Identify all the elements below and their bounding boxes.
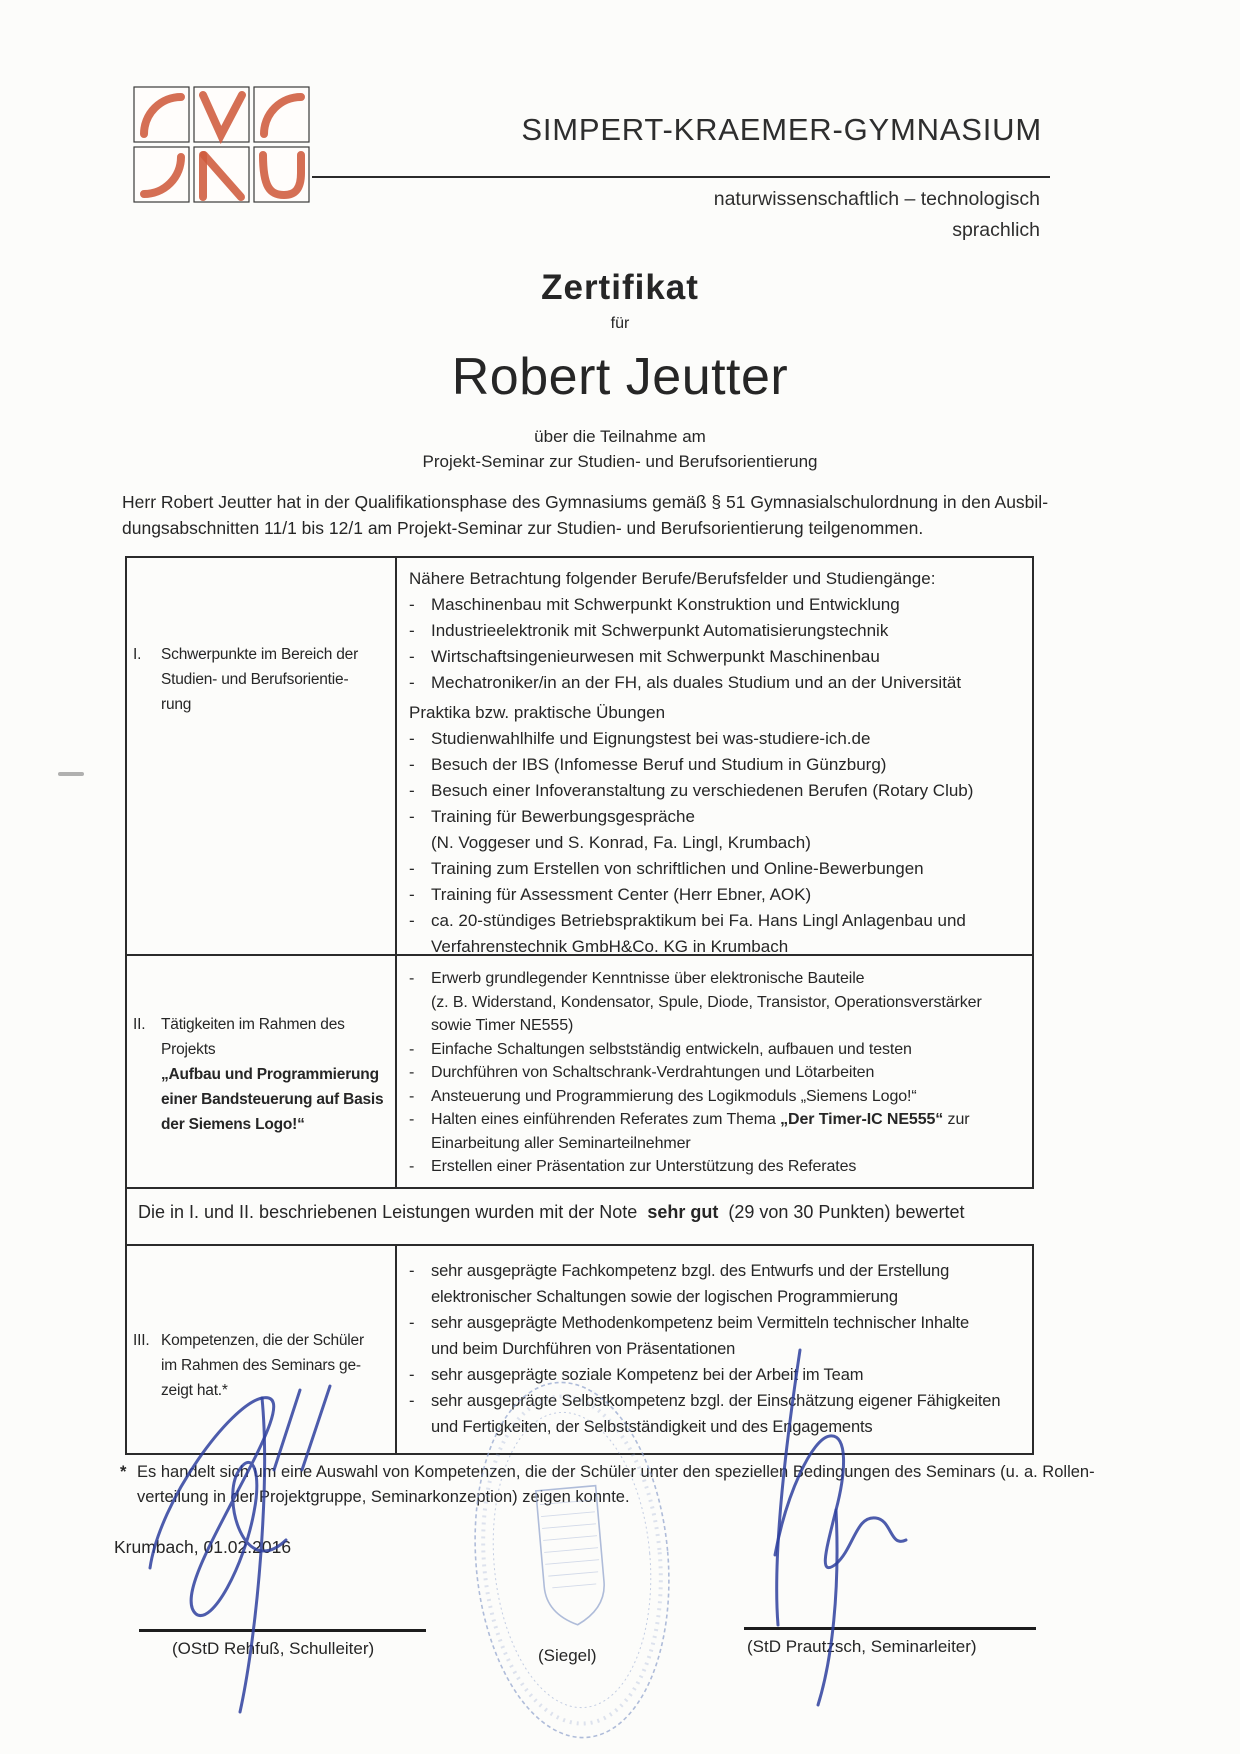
list-item (409, 670, 1026, 696)
list-item-text: Studienwahlhilfe und Eignungstest bei was-studiere-ich.de (431, 729, 871, 748)
list-item-dash: - (409, 859, 415, 878)
footnote-asterisk: * (120, 1463, 127, 1481)
list-item (409, 1310, 1026, 1362)
list-item (409, 1061, 1026, 1085)
section-2-label: Tätigkeiten im Rahmen des Projekts „Aufbau und Programmierung einer Bandsteuerung auf Basis der Siemens Logo!“ (161, 1016, 384, 1133)
school-logo (133, 86, 311, 211)
list-item-text: Einfache Schaltungen selbstständig entwickeln, aufbauen und testen (431, 1040, 912, 1058)
punch-hole-mark (58, 772, 84, 776)
list-item-text: sehr ausgeprägte Selbstkompetenz bzgl. der Einschätzung eigener Fähigkeiten und Fertigkeiten, der Selbstständigkeit und des Engagements (431, 1392, 1001, 1436)
list-item-text: Nähere Betrachtung folgender Berufe/Berufsfelder und Studiengänge: (409, 569, 936, 588)
list-item (409, 752, 1026, 778)
list-item (409, 1362, 1026, 1388)
list-item-text: (N. Voggeser und S. Konrad, Fa. Lingl, Krumbach) (431, 833, 811, 852)
footnote (120, 1460, 1136, 1510)
list-item-dash: - (409, 1314, 415, 1332)
section-1-label: Schwerpunkte im Bereich der Studien- und Berufsorientie- rung (161, 646, 359, 713)
list-item-dash: - (409, 647, 415, 666)
list-item-text: Durchführen von Schaltschrank-Verdrahtungen und Lötarbeiten (431, 1064, 875, 1081)
grade-row (125, 1189, 1034, 1244)
list-item (409, 618, 1026, 644)
list-item-text: Ansteuerung und Programmierung des Logikmoduls „Siemens Logo!“ (431, 1087, 917, 1105)
list-item-dash: - (409, 911, 415, 930)
school-subtitle-line2: sprachlich (952, 219, 1040, 241)
section-3-content (397, 1246, 1032, 1453)
list-item-indent (409, 830, 431, 856)
place-date: Krumbach, 01.02.2016 (114, 1537, 292, 1557)
section-2-content (397, 956, 1032, 1187)
list-item-dash: - (409, 970, 415, 987)
list-item (409, 566, 1026, 592)
list-item-dash: - (409, 885, 415, 904)
table-row-2 (125, 956, 1034, 1189)
list-item-text: Besuch einer Infoveranstaltung zu verschiedenen Berufen (Rotary Club) (431, 781, 974, 800)
signature-line-right (744, 1627, 1036, 1630)
list-item-text: sehr ausgeprägte Fachkompetenz bzgl. des Entwurfs und der Erstellung elektronischer Schaltungen sowie der logischen Programmierung (431, 1262, 950, 1306)
list-item-dash: - (409, 1366, 415, 1384)
list-item-dash: - (409, 1392, 415, 1410)
list-item (409, 644, 1026, 670)
list-item (409, 856, 1026, 882)
list-item-text: Training für Assessment Center (Herr Ebner, AOK) (431, 885, 812, 904)
list-item (409, 1155, 1026, 1179)
list-item (409, 967, 1026, 1038)
list-item-text: Wirtschaftsingenieurwesen mit Schwerpunkt Maschinenbau (431, 647, 880, 666)
section-1-label-cell (127, 558, 397, 954)
footnote-text: Es handelt sich um eine Auswahl von Kompetenzen, die der Schüler unter den speziellen Bedingungen des Seminars (u. a. Rollen- verteilung in der Projektgruppe, Seminarkonzeption) zeigen konnte. (137, 1463, 1095, 1506)
list-item-dash: - (409, 1262, 415, 1280)
list-item-dash: - (409, 755, 415, 774)
school-name: SIMPERT-KRAEMER-GYMNASIUM (521, 112, 1042, 147)
signer-right-label: (StD Prautzsch, Seminarleiter) (747, 1637, 977, 1656)
list-item-text: ca. 20-stündiges Betriebspraktikum bei Fa. Hans Lingl Anlagenbau und Verfahrenstechnik GmbH&Co. KG in Krumbach (431, 911, 966, 956)
header-rule (312, 176, 1050, 178)
certificate-title: Zertifikat (541, 268, 699, 307)
certificate-for-word: für (610, 315, 630, 332)
list-item-text: Maschinenbau mit Schwerpunkt Konstruktion und Entwicklung (431, 595, 900, 614)
table-row-1 (125, 556, 1034, 956)
list-item-dash: - (409, 1064, 415, 1081)
list-item-text: Praktika bzw. praktische Übungen (409, 703, 666, 722)
grade-line: Die in I. und II. beschriebenen Leistungen wurden mit der Note sehr gut (29 von 30 Punkten) bewertet (138, 1202, 965, 1222)
recipient-name: Robert Jeutter (451, 348, 789, 406)
list-item-text: sehr ausgeprägte soziale Kompetenz bei der Arbeit im Team (431, 1366, 864, 1384)
signer-left-label: (OStD Rehfuß, Schulleiter) (172, 1639, 375, 1658)
list-item-text: Mechatroniker/in an der FH, als duales Studium und an der Universität (431, 673, 962, 692)
section-1-number: I. (133, 646, 142, 663)
list-item-text: Industrieelektronik mit Schwerpunkt Automatisierungstechnik (431, 621, 889, 640)
list-item-text: Erwerb grundlegender Kenntnisse über elektronische Bauteile (z. B. Widerstand, Kondensator, Spule, Diode, Transistor, Operationsverstärker sowie Timer NE555) (431, 970, 982, 1034)
section-3-label-cell (127, 1246, 397, 1453)
list-item (409, 592, 1026, 618)
list-item (409, 1258, 1026, 1310)
certificate-subtitle-line1: über die Teilnahme am (534, 427, 706, 446)
list-item-text: sehr ausgeprägte Methodenkompetenz beim Vermitteln technischer Inhalte und beim Durchführen von Präsentationen (431, 1314, 969, 1358)
list-item-dash: - (409, 595, 415, 614)
list-item (409, 778, 1026, 804)
list-item (409, 830, 1026, 856)
list-item (409, 1388, 1026, 1440)
list-item (409, 1108, 1026, 1155)
section-3-label: Kompetenzen, die der Schüler im Rahmen des Seminars ge- zeigt hat.* (161, 1332, 364, 1399)
seal-label: (Siegel) (538, 1646, 597, 1665)
signature-line-left (139, 1629, 426, 1632)
list-item (409, 1038, 1026, 1062)
section-3-number: III. (133, 1332, 150, 1349)
school-logo-graphic (133, 86, 311, 206)
list-item-text: Training für Bewerbungsgespräche (431, 807, 695, 826)
list-item (409, 700, 1026, 726)
list-item-dash: - (409, 807, 415, 826)
list-item-text: Training zum Erstellen von schriftlichen und Online-Bewerbungen (431, 859, 924, 878)
intro-paragraph: Herr Robert Jeutter hat in der Qualifikationsphase des Gymnasiums gemäß § 51 Gymnasialschulordnung in den Ausbil- dungsabschnitten 11/1 bis 12/1 am Projekt-Seminar zur Studien- und Berufsorientierung teilgenommen. (122, 492, 1049, 538)
list-item-dash: - (409, 1158, 415, 1175)
certificate-heading-block (0, 268, 1240, 472)
list-item-dash: - (409, 781, 415, 800)
list-item-dash: - (409, 729, 415, 748)
list-item (409, 726, 1026, 752)
section-2-label-cell (127, 956, 397, 1187)
school-subtitle-line1: naturwissenschaftlich – technologisch (713, 188, 1040, 210)
list-item-dash: - (409, 673, 415, 692)
list-item-dash: - (409, 1087, 415, 1105)
section-1-content (397, 558, 1032, 954)
section-2-number: II. (133, 1016, 146, 1033)
list-item-text: Halten eines einführenden Referates zum Thema „Der Timer-IC NE555“ zur Einarbeitung aller Seminarteilnehmer (431, 1111, 970, 1152)
list-item-dash: - (409, 1040, 415, 1058)
list-item-dash: - (409, 1111, 415, 1128)
list-item-text: Erstellen einer Präsentation zur Unterstützung des Referates (431, 1158, 857, 1175)
list-item-text: Besuch der IBS (Infomesse Beruf und Studium in Günzburg) (431, 755, 887, 774)
list-item (409, 882, 1026, 908)
list-item (409, 908, 1026, 960)
certificate-subtitle-line2: Projekt-Seminar zur Studien- und Berufsorientierung (422, 452, 818, 471)
list-item-dash: - (409, 621, 415, 640)
list-item (409, 804, 1026, 830)
list-item (409, 1085, 1026, 1109)
table-row-3 (125, 1244, 1034, 1455)
competency-table (125, 556, 1034, 1455)
